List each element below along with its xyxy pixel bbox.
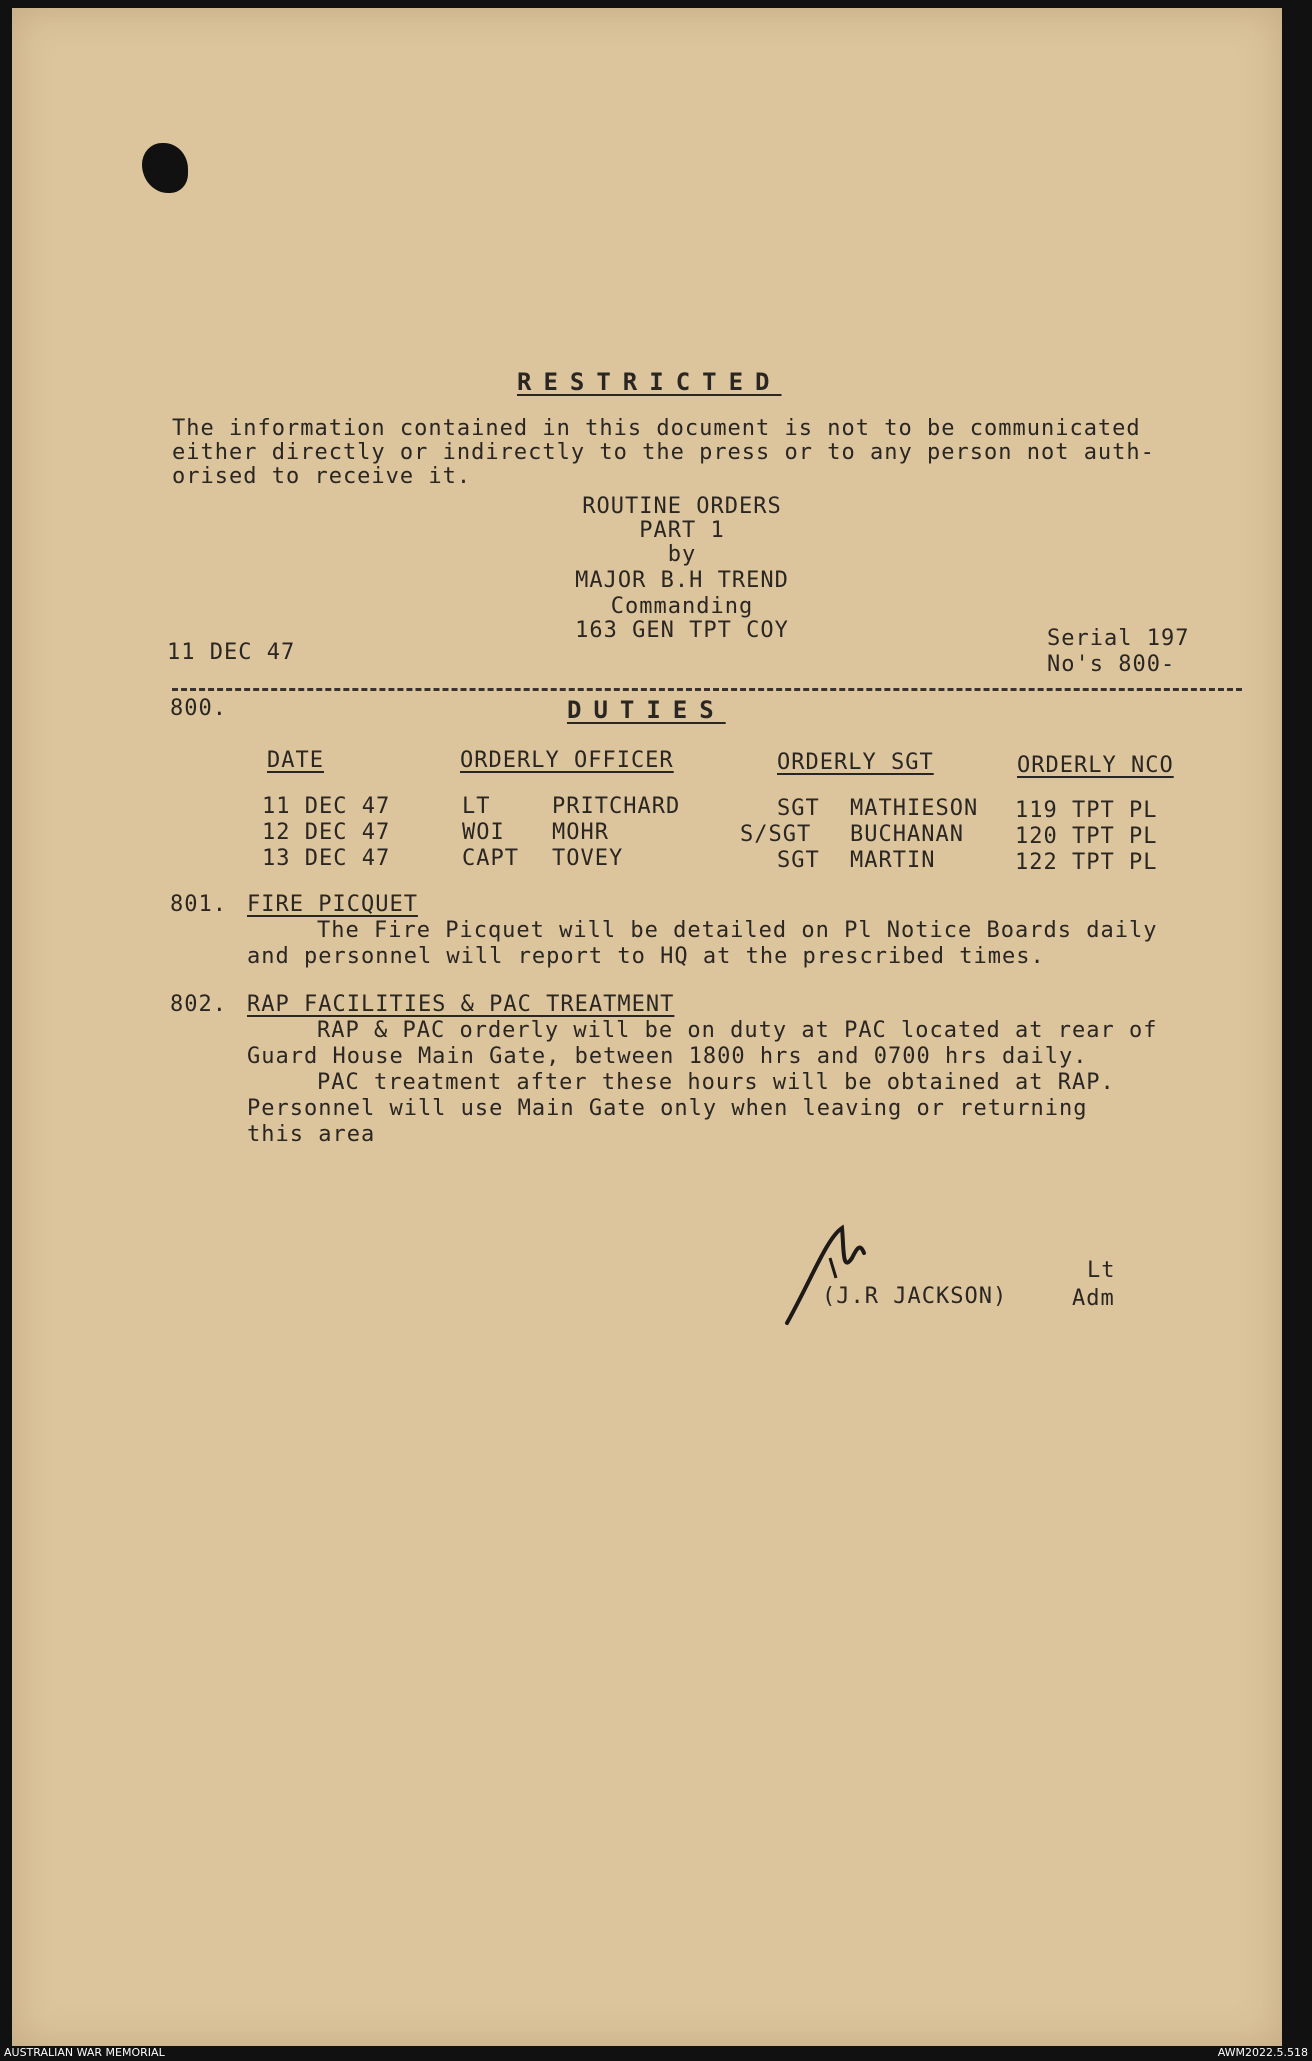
row-rank: WOI [462,820,505,845]
row-officer: TOVEY [552,846,624,871]
row-officer: MOHR [552,820,609,845]
fire-picquet-number: 801. [170,892,227,917]
signature-name: (J.R JACKSON) [822,1284,1008,1309]
serial-number: Serial 197 [1047,626,1190,651]
heading-line-4: MAJOR B.H TREND [575,568,789,593]
row-sgt-rank: S/SGT [740,822,812,847]
col-date: DATE [267,748,324,773]
heading-line-5: Commanding [610,594,754,619]
duties-title: DUTIES [567,696,726,724]
footer-left: AUSTRALIAN WAR MEMORIAL [4,2046,165,2059]
restricted-title: RESTRICTED [517,368,782,396]
heading-line-3: by [667,542,697,567]
signature-rank: Lt [1087,1258,1116,1283]
row-officer: PRITCHARD [552,794,681,819]
footer-right: AWM2022.5.518 [1217,2046,1308,2059]
signature-role: Adm [1072,1286,1115,1311]
col-orderly-officer: ORDERLY OFFICER [460,748,674,773]
row-rank: LT [462,794,491,819]
document-page [12,8,1282,2046]
row-nco: 119 TPT PL [1015,798,1158,823]
heading-line-1: ROUTINE ORDERS [582,494,782,519]
row-sgt-rank: SGT [777,796,820,821]
row-sgt: MARTIN [850,848,936,873]
rap-title: RAP FACILITIES & PAC TREATMENT [247,992,675,1017]
rap-number: 802. [170,992,227,1017]
notice-line-2: either directly or indirectly to the press or to any person not auth- [172,440,1155,465]
duties-number: 800. [170,696,227,721]
row-sgt: BUCHANAN [850,822,964,847]
row-sgt-rank: SGT [777,848,820,873]
row-sgt: MATHIESON [850,796,979,821]
heading-line-6: 163 GEN TPT COY [575,618,789,643]
order-numbers: No's 800- [1047,652,1176,677]
separator-line [172,688,1242,691]
fire-picquet-line-1: The Fire Picquet will be detailed on Pl Notice Boards daily [317,918,1158,943]
ink-blot [142,143,188,193]
rap-line-3: PAC treatment after these hours will be obtained at RAP. [317,1070,1115,1095]
rap-line-1: RAP & PAC orderly will be on duty at PAC located at rear of [317,1018,1158,1043]
row-date: 13 DEC 47 [262,846,391,871]
rap-line-5: this area [247,1122,376,1147]
row-nco: 122 TPT PL [1015,850,1158,875]
rap-line-4: Personnel will use Main Gate only when leaving or returning [247,1096,1088,1121]
row-rank: CAPT [462,846,519,871]
notice-line-3: orised to receive it. [172,464,472,489]
handwritten-signature [782,1218,902,1328]
row-date: 12 DEC 47 [262,820,391,845]
rap-line-2: Guard House Main Gate, between 1800 hrs and 0700 hrs daily. [247,1044,1088,1069]
col-orderly-sgt: ORDERLY SGT [777,750,934,775]
row-date: 11 DEC 47 [262,794,391,819]
col-orderly-nco: ORDERLY NCO [1017,753,1174,778]
order-date: 11 DEC 47 [167,640,296,665]
fire-picquet-title: FIRE PICQUET [247,892,418,917]
fire-picquet-line-2: and personnel will report to HQ at the prescribed times. [247,944,1045,969]
notice-line-1: The information contained in this document is not to be communicated [172,416,1141,441]
heading-line-2: PART 1 [639,518,725,543]
row-nco: 120 TPT PL [1015,824,1158,849]
